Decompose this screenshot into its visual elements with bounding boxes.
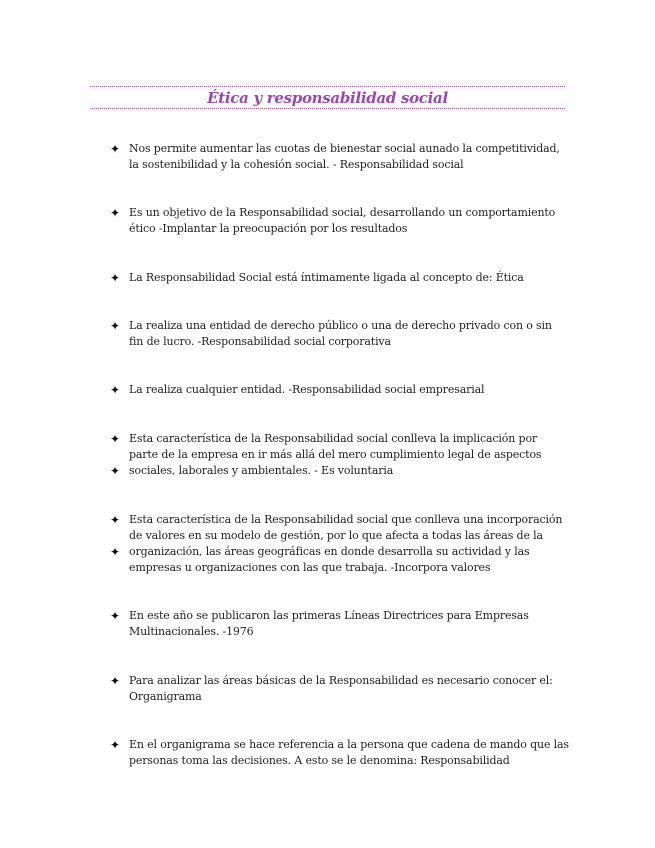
list-item-text: Esta característica de la Responsabilidad social que conlleva una incorporación de valores en su modelo de gestión, por lo que afecta a todas las áreas de la organización, las áreas geográficas en donde desarrolla su actividad y las empresas u organizaciones con las que trabaja. -Incorpora valores — [129, 513, 563, 574]
list-item-text: La realiza cualquier entidad. -Responsabilidad social empresarial — [129, 383, 485, 396]
list-item-text: Es un objetivo de la Responsabilidad social, desarrollando un comportamiento ético -Implantar la preocupación por los resultados — [129, 206, 556, 235]
document-header — [90, 86, 565, 110]
list-item-text: Esta característica de la Responsabilidad social conlleva la implicación por parte de la empresa en ir más allá del mero cumplimiento legal de aspectos sociales, laborales y ambientales. - Es voluntaria — [129, 432, 542, 477]
star-bullet-icon: ✦ — [110, 609, 121, 623]
star-bullet-icon: ✦ — [110, 206, 121, 220]
page-title: Ética y responsabilidad social — [207, 89, 448, 107]
star-bullet-icon: ✦ — [110, 674, 121, 688]
star-bullet-icon: ✦ — [110, 271, 121, 285]
star-bullet-icon: ✦ — [110, 464, 121, 478]
list-item-text: En el organigrama se hace referencia a la persona que cadena de mando que las personas toma las decisiones. A esto se le denomina: Responsabilidad — [129, 738, 569, 767]
title-bottom-divider — [90, 108, 565, 109]
list-item-text: Nos permite aumentar las cuotas de bienestar social aunado la competitividad, la sostenibilidad y la cohesión social. - Responsabilidad social — [129, 142, 560, 171]
list-item-text: La realiza una entidad de derecho público o una de derecho privado con o sin fin de lucro. -Responsabilidad social corporativa — [129, 319, 552, 348]
star-bullet-icon: ✦ — [110, 383, 121, 397]
list-item-text: La Responsabilidad Social está íntimamente ligada al concepto de: Ética — [129, 271, 524, 284]
star-bullet-icon: ✦ — [110, 319, 121, 333]
list-item-text: En este año se publicaron las primeras Líneas Directrices para Empresas Multinacionales. -1976 — [129, 609, 529, 638]
star-bullet-icon: ✦ — [110, 142, 121, 156]
star-bullet-icon: ✦ — [110, 432, 121, 446]
star-bullet-icon: ✦ — [110, 545, 121, 559]
title-top-divider — [90, 86, 565, 87]
list-item-text: Para analizar las áreas básicas de la Responsabilidad es necesario conocer el: Organigrama — [129, 674, 553, 703]
star-bullet-icon: ✦ — [110, 738, 121, 752]
star-bullet-icon: ✦ — [110, 513, 121, 527]
